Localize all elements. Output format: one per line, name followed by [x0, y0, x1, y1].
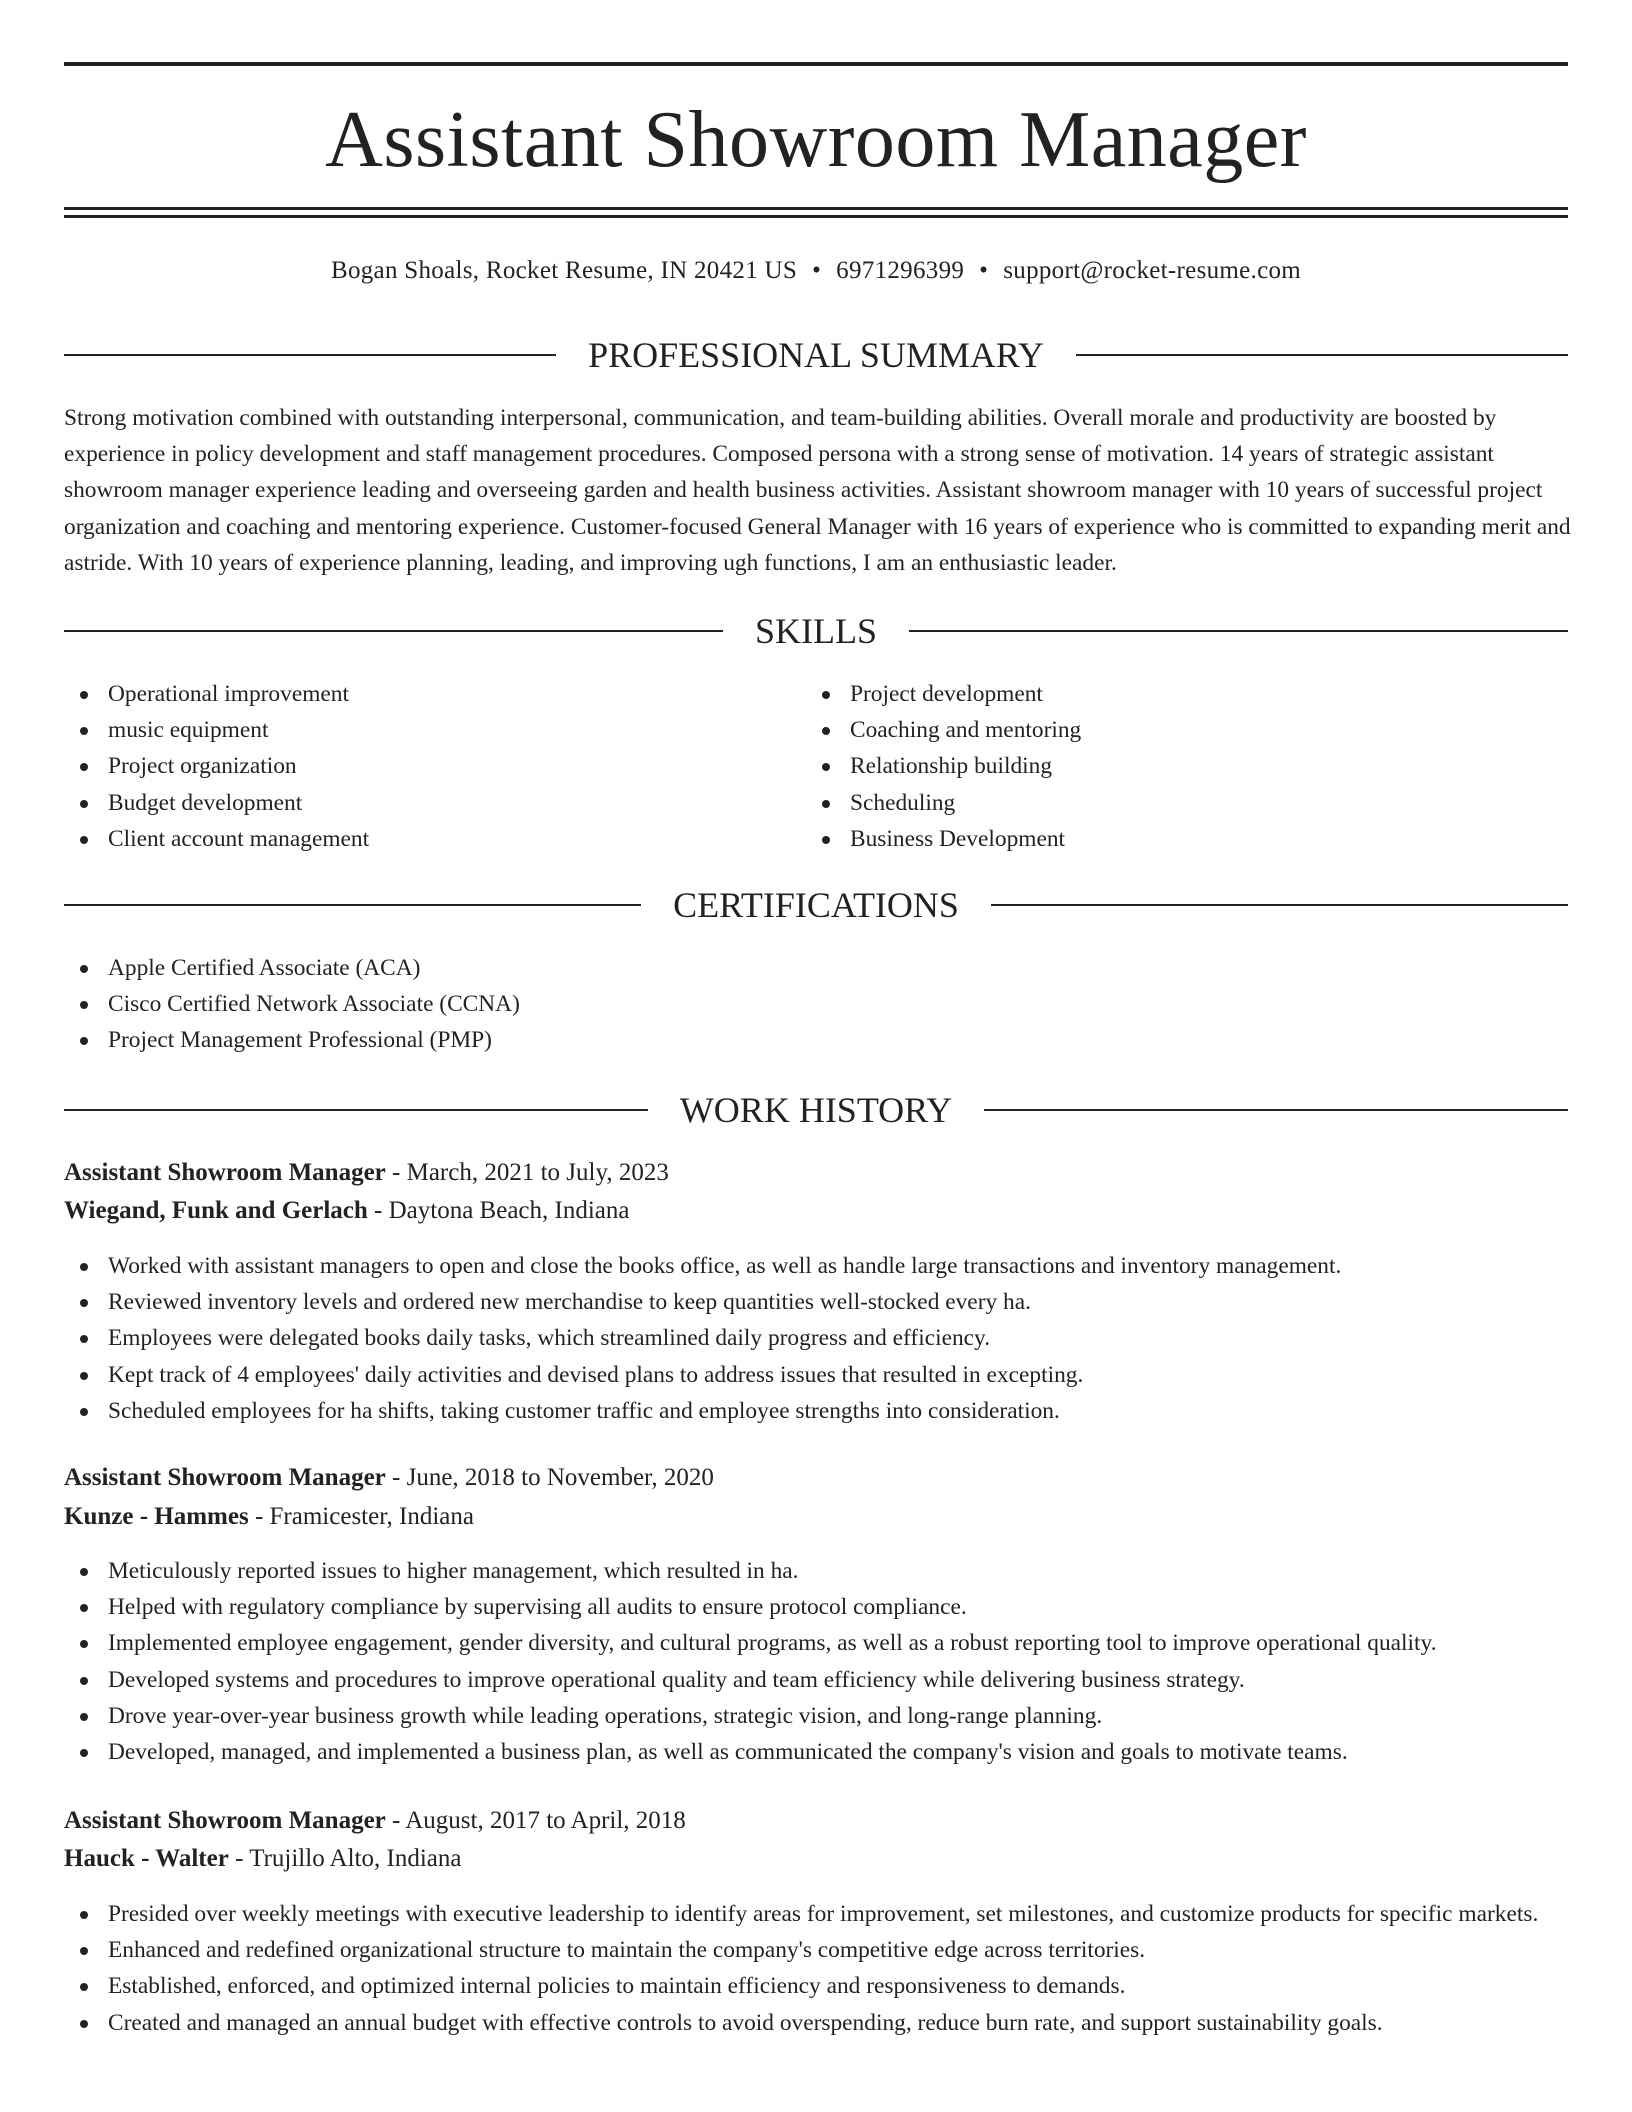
job-bullet: Presided over weekly meetings with executive leadership to identify areas for improvement, set milestones, and customize products for specific markets. [64, 1896, 1564, 1932]
title-double-rule-bottom [64, 215, 1568, 218]
heading-rule-right [991, 904, 1568, 906]
contact-separator: • [812, 257, 822, 284]
job-bullet: Worked with assistant managers to open and close the books office, as well as handle large transactions and inventory management. [64, 1248, 1564, 1284]
certifications-heading [64, 880, 1568, 930]
job-company: Wiegand, Funk and Gerlach [64, 1197, 368, 1224]
job-location: Trujillo Alto, Indiana [249, 1845, 462, 1872]
job-bullet: Implemented employee engagement, gender diversity, and cultural programs, as well as a robust reporting tool to improve operational quality. [64, 1625, 1564, 1661]
job-bullet: Enhanced and redefined organizational structure to maintain the company's competitive edge across territories. [64, 1932, 1564, 1968]
job-bullet: Established, enforced, and optimized internal policies to maintain efficiency and responsiveness to demands. [64, 1968, 1564, 2004]
contact-phone: 6971296399 [836, 257, 965, 284]
skills-list-left [64, 676, 764, 857]
skill-item: Project development [806, 676, 1506, 712]
dash-separator: - [385, 1807, 406, 1834]
job-dates: June, 2018 to November, 2020 [406, 1464, 714, 1491]
job-bullet: Helped with regulatory compliance by supervising all audits to ensure protocol compliance. [64, 1589, 1564, 1625]
job-location: Framicester, Indiana [269, 1503, 474, 1530]
job-bullet: Scheduled employees for ha shifts, taking customer traffic and employee strengths into consideration. [64, 1393, 1564, 1429]
heading-rule-right [1076, 354, 1568, 356]
dash-separator: - [228, 1845, 250, 1872]
job-title: Assistant Showroom Manager [64, 1807, 386, 1834]
certification-item: Project Management Professional (PMP) [64, 1022, 1564, 1058]
heading-rule-left [64, 904, 641, 906]
skill-item: Client account management [64, 821, 764, 857]
title-double-rule-top [64, 207, 1568, 210]
summary-text: Strong motivation combined with outstanding interpersonal, communication, and team-building abilities. Overall morale and productivity are boosted by experience in policy development and staff management procedures. Composed persona with a strong sense of motivation. 14 years of strategic assistant showroom manager experience leading and overseeing garden and health business activities. Assistant showroom manager with 10 years of successful project organization and coaching and mentoring experience. Customer-focused General Manager with 16 years of experience who is committed to expanding merit and astride. With 10 years of experience planning, leading, and improving ugh functions, I am an enthusiastic leader. [64, 405, 1571, 576]
job-dates: August, 2017 to April, 2018 [405, 1807, 686, 1834]
job-bullet: Created and managed an annual budget with effective controls to avoid overspending, reduce burn rate, and support sustainability goals. [64, 2005, 1564, 2041]
dash-separator: - [367, 1197, 389, 1224]
skill-item: Business Development [806, 821, 1506, 857]
contact-line [64, 255, 1568, 287]
job-company-line [64, 1841, 1568, 1877]
job-bullet: Employees were delegated books daily tasks, which streamlined daily progress and efficiency. [64, 1320, 1564, 1356]
job-title-line [64, 1460, 1568, 1496]
certifications-list [64, 950, 1564, 1059]
skill-item: Operational improvement [64, 676, 764, 712]
heading-rule-left [64, 630, 723, 632]
job-bullet: Kept track of 4 employees' daily activities and devised plans to address issues that resulted in excepting. [64, 1357, 1564, 1393]
heading-rule-left [64, 1109, 648, 1111]
job-bullet: Meticulously reported issues to higher management, which resulted in ha. [64, 1553, 1564, 1589]
job-title-line [64, 1155, 1568, 1191]
job-bullet: Developed systems and procedures to improve operational quality and team efficiency while delivering business strategy. [64, 1662, 1564, 1698]
summary-heading-label: PROFESSIONAL SUMMARY [588, 335, 1044, 375]
summary-heading [64, 330, 1568, 380]
job-bullets [64, 1248, 1564, 1429]
job-company-line [64, 1499, 1568, 1535]
work-history-heading [64, 1085, 1568, 1135]
certification-item: Cisco Certified Network Associate (CCNA) [64, 986, 1564, 1022]
skill-item: Coaching and mentoring [806, 712, 1506, 748]
skills-list-right [806, 676, 1506, 857]
job-bullets [64, 1896, 1564, 2041]
skills-heading [64, 606, 1568, 656]
work-history-heading-label: WORK HISTORY [679, 1090, 953, 1130]
heading-rule-right [984, 1109, 1568, 1111]
job-title-line [64, 1803, 1568, 1839]
job-bullet: Reviewed inventory levels and ordered new merchandise to keep quantities well-stocked every ha. [64, 1284, 1564, 1320]
skill-item: music equipment [64, 712, 764, 748]
job-bullets [64, 1553, 1564, 1770]
dash-separator: - [385, 1464, 407, 1491]
job-title: Assistant Showroom Manager [64, 1464, 386, 1491]
job-company: Hauck - Walter [64, 1845, 229, 1872]
contact-address: Bogan Shoals, Rocket Resume, IN 20421 US [330, 257, 798, 284]
skill-item: Scheduling [806, 785, 1506, 821]
contact-separator: • [979, 257, 989, 284]
dash-separator: - [385, 1159, 407, 1186]
top-rule [64, 62, 1568, 66]
skills-heading-label: SKILLS [755, 611, 878, 651]
skill-item: Budget development [64, 785, 764, 821]
job-bullet: Drove year-over-year business growth while leading operations, strategic vision, and long-range planning. [64, 1698, 1564, 1734]
skill-item: Relationship building [806, 748, 1506, 784]
job-bullet: Developed, managed, and implemented a business plan, as well as communicated the company's vision and goals to motivate teams. [64, 1734, 1564, 1770]
job-dates: March, 2021 to July, 2023 [406, 1159, 669, 1186]
skill-item: Project organization [64, 748, 764, 784]
job-company: Kunze - Hammes [64, 1503, 249, 1530]
heading-rule-left [64, 354, 556, 356]
job-location: Daytona Beach, Indiana [388, 1197, 630, 1224]
job-company-line [64, 1193, 1568, 1229]
certification-item: Apple Certified Associate (ACA) [64, 950, 1564, 986]
resume-title: Assistant Showroom Manager [325, 96, 1307, 184]
dash-separator: - [248, 1503, 270, 1530]
certifications-heading-label: CERTIFICATIONS [673, 885, 959, 925]
contact-email: support@rocket-resume.com [1003, 257, 1302, 284]
heading-rule-right [909, 630, 1568, 632]
job-title: Assistant Showroom Manager [64, 1159, 386, 1186]
